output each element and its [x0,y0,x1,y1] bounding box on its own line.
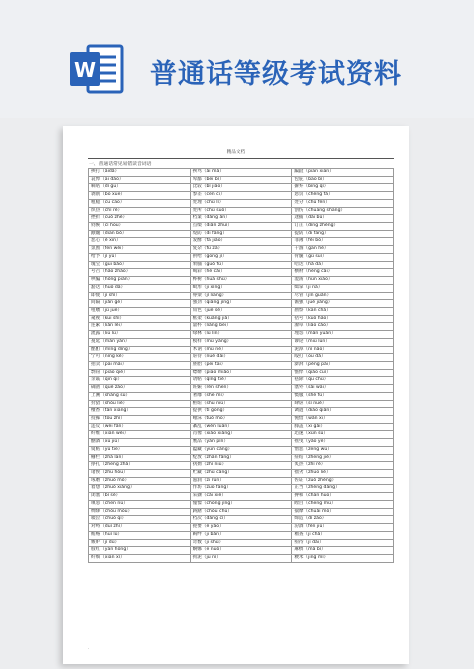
table-cell: 拘泥（jū nì） [190,554,292,562]
table-cell: 拙劣（zhuō liè） [292,470,394,478]
table-cell: 亲戚（qīn qi） [89,377,191,385]
table-cell: 确凿（què záo） [89,385,191,393]
table-row [89,369,394,377]
table-cell: 惋惜（wǎn xī） [292,416,394,424]
table-row [89,315,394,323]
table-cell: 提防（dī fang） [292,230,394,238]
table-cell: 嫉妒（jí dù） [89,539,191,547]
table-cell: 包庇（bāo bì） [292,176,394,184]
table-cell: 恶心（ě xin） [89,238,191,246]
table-cell: 闭塞（bì sè） [89,493,191,501]
table-cell: 粳米（jīng mǐ） [292,554,394,562]
table-cell: 膝盖（xī gài） [292,423,394,431]
table-cell: 对峙（duì zhì） [89,524,191,532]
table-cell: 亟待（jí dài） [292,539,394,547]
table-row [89,192,394,200]
table-cell: 处分（chǔ fèn） [292,199,394,207]
table-cell: 羁绊（jī bàn） [190,531,292,539]
table-cell: 执拗（zhí niù） [190,462,292,470]
table-cell: 瑰宝（guī bǎo） [89,261,191,269]
table-cell: 倔强（jué jiàng） [292,300,394,308]
table-row [89,284,394,292]
table-row [89,354,394,362]
table-row [89,176,394,184]
table-cell: 挣扎（zhēng zhá） [89,462,191,470]
table-cell: 摇曳（yáo yè） [292,439,394,447]
table-cell: 奢靡（shē mí） [190,392,292,400]
table-cell: 缥缈（piāo miǎo） [190,369,292,377]
table-row [89,223,394,231]
table-row [89,207,394,215]
table-cell: 脊梁（jǐ liang） [190,292,292,300]
table-cell: 咀嚼（jǔ jué） [89,307,191,315]
table-cell: 蔓延（màn yán） [89,338,191,346]
table-row [89,524,394,532]
table-row [89,408,394,416]
table-row [89,547,394,555]
table-row [89,169,394,177]
table-cell: 唾沫（tuò mo） [190,416,292,424]
table-cell: 上溯（shàng sù） [89,392,191,400]
table-cell: 骨髓（gǔ suǐ） [292,253,394,261]
table-cell: 框架（kuàng jià） [190,315,292,323]
table-cell: 喝彩（hè cǎi） [190,269,292,277]
table-cell: 踌躇（chóu chú） [190,508,292,516]
table-cell: 赝品（yàn pǐn） [190,439,292,447]
table-cell: 炽热（chì rè） [89,207,191,215]
table-row [89,462,394,470]
table-cell: 氛围（fēn wéi） [89,246,191,254]
table-row [89,431,394,439]
table-row [89,400,394,408]
table-cell: 澎湃（péng pài） [292,361,394,369]
table-row [89,416,394,424]
table-cell: 窥视（kuī shì） [89,315,191,323]
table-cell: 绿林（lù lín） [190,331,292,339]
table-cell: 扼要（è yào） [190,524,292,532]
table-cell: 熨帖（yù tiē） [89,446,191,454]
table-cell: 正当（zhèng dàng） [292,485,394,493]
table-cell: 滋润（zī rùn） [190,477,292,485]
table-row [89,277,394,285]
table-cell: 颠簸（diān bǒ） [89,230,191,238]
table-row [89,446,394,454]
table-cell: 憧憬（chōng jǐng） [190,500,292,508]
table-cell: 嗔怒（chēn nù） [89,500,191,508]
table-cell: 档次（dàng cì） [190,516,292,524]
table-cell: 揣摩（chuǎi mó） [292,508,394,516]
footer-mark: · [88,646,90,651]
table-cell: 慑服（shè fú） [292,392,394,400]
table-cell: 佐证（zuǒ zhèng） [292,477,394,485]
banner-title: 普通话等级考试资料 [150,59,402,90]
table-cell: 塞外（sài wài） [292,385,394,393]
table-cell: 着想（zhuó xiǎng） [89,485,191,493]
table-cell: 连累（lián lěi） [89,323,191,331]
table-cell: 伺候（cì hou） [89,223,191,231]
table-cell: 采撷（cǎi xié） [190,493,292,501]
svg-text:W: W [73,58,97,82]
table-cell: 号召（hào zhào） [89,269,191,277]
table-cell: 摒弃（bìng qì） [292,184,394,192]
table-row [89,361,394,369]
table-row [89,392,394,400]
table-cell: 栅栏（zhà lan） [89,454,191,462]
table-cell: 量杯（liáng bēi） [190,323,292,331]
table-row [89,246,394,254]
table-row [89,261,394,269]
table-row [89,300,394,308]
table-cell: 违反（wéi fǎn） [89,423,191,431]
table-row [89,323,394,331]
table-cell: 泥淖（ní nào） [292,346,394,354]
table-cell: 潦草（liáo cǎo） [292,323,394,331]
table-cell: 横财（hèng cái） [292,269,394,277]
table-cell: 哄骗（hǒng piàn） [89,277,191,285]
table-cell: 贮藏（zhù cáng） [190,470,292,478]
table-row [89,238,394,246]
table-cell: 干涸（gān hé） [292,246,394,254]
table-cell: 宁可（nìng kě） [89,354,191,362]
table-cell: 订正（dìng zhèng） [292,223,394,231]
table-cell: 埋怨（mán yuàn） [292,331,394,339]
table-cell: 拍卖（pāi mài） [89,361,191,369]
table-cell: 缉拿（jī ná） [292,284,394,292]
table-cell: 麻痹（má bì） [292,547,394,555]
table-cell: 剽窃（piāo qiè） [89,369,191,377]
table-cell: 勘察（kān chá） [292,307,394,315]
table-cell: 奇数（jī shù） [190,539,292,547]
table-cell: 畸形（jī xíng） [190,284,292,292]
table-cell: 婀娜（ē nuó） [190,547,292,555]
table-cell: 比较（bǐ jiào） [190,184,292,192]
table-row [89,346,394,354]
table-cell: 妊娠（rèn shēn） [190,385,292,393]
table-cell: 哈达（hǎ dá） [292,261,394,269]
table-cell: 作坊（zuō fang） [190,485,292,493]
table-cell: 纤细（xiān xì） [89,554,191,562]
table-cell: 发酵（fā jiào） [190,238,292,246]
table-row [89,531,394,539]
word-doc-icon [68,40,126,98]
table-cell: 啜泣（chuò qì） [89,516,191,524]
table-row [89,307,394,315]
header-divider [88,158,394,159]
table-cell: 酩酊（mǐng dǐng） [89,346,191,354]
table-cell: 搀和（chān huo） [292,493,394,501]
table-cell: 殷红（yān hóng） [89,547,191,555]
table-cell: 处理（chǔ lǐ） [190,199,292,207]
table-cell: 即使（jí shǐ） [89,292,191,300]
table-cell: 蹁跹（piān xiān） [292,169,394,177]
table-cell: 档案（dàng àn） [190,215,292,223]
table-cell: 枢纽（shū niǔ） [190,400,292,408]
section-title: 一、普通话常见易错读音词语 [89,162,152,167]
table-cell: 炙热（zhì rè） [292,462,394,470]
table-cell: 调遣（diào qiǎn） [292,408,394,416]
table-row [89,500,394,508]
table-cell: 迅速（xùn sù） [292,431,394,439]
table-row [89,230,394,238]
table-cell: 挨打（áidǎ） [89,169,191,177]
table-cell: 蕴藏（yùn cáng） [190,446,292,454]
table-cell: 模样（mú yàng） [190,338,292,346]
table-cell: 流露（liú lù） [89,331,191,339]
table-row [89,493,394,501]
table-cell: 给予（jǐ yǔ） [89,253,191,261]
table-row [89,338,394,346]
table-row [89,423,394,431]
document-page [63,126,409,664]
table-cell: 贿赂（huì lù） [89,531,191,539]
table-cell: 请帖（qǐng tiě） [190,377,292,385]
table-row [89,377,394,385]
table-row [89,253,394,261]
table-cell: 瞠目（chēng mù） [292,500,394,508]
table-row [89,269,394,277]
table-row [89,470,394,478]
table-cell: 参差（cēn cī） [190,192,292,200]
table-row [89,539,394,547]
table-row [89,215,394,223]
table-row [89,508,394,516]
table-cell: 强劲（qiáng jìng） [190,300,292,308]
table-row [89,199,394,207]
table-cell: 憎恶（zēng wù） [292,446,394,454]
table-row [89,516,394,524]
table-row [89,477,394,485]
table-cell: 菲薄（fěi bó） [292,238,394,246]
table-row [89,184,394,192]
table-cell: 稽查（jī chá） [292,531,394,539]
table-cell: 混淆（hùn xiáo） [292,277,394,285]
table-cell: 紊乱（wěn luàn） [190,423,292,431]
table-cell: 果脯（guǒ fǔ） [190,261,292,269]
table-cell: 复杂（fù zá） [190,246,292,254]
word-list-table [88,168,394,563]
table-cell: 殴打（ōu dǎ） [292,354,394,362]
table-cell: 谬论（miù lùn） [292,338,394,346]
table-cell: 虐待（nüè dài） [190,354,292,362]
table-cell: 症结（zhēng jié） [292,454,394,462]
table-cell: 祛除（qū chú） [292,377,394,385]
table-cell: 提供（tí gōng） [190,408,292,416]
table-cell: 处所（chù suǒ） [190,207,292,215]
table-cell: 诸侯（zhū hóu） [89,470,191,478]
table-cell: 豁达（huò dá） [89,284,191,292]
table-cell: 檀香（tán xiāng） [89,408,191,416]
cover-banner [0,0,474,118]
table-cell: 绽放（zhàn fàng） [190,454,292,462]
table-row [89,331,394,339]
table-cell: 括号（kuò hào） [292,315,394,323]
page-header: 精品文档 [226,150,246,155]
table-cell: 惩罚（chéng fá） [292,192,394,200]
table-cell: 嘀咕（dí gu） [89,184,191,192]
table-cell: 逮捕（dài bǔ） [292,215,394,223]
table-cell: 桦树（huà shù） [190,277,292,285]
table-cell: 汾酒（fén jiǔ） [292,524,394,532]
table-cell: 酗酒（xù jiǔ） [89,439,191,447]
table-cell: 粗糙（cū cāo） [89,199,191,207]
table-cell: 供给（gōng jǐ） [190,253,292,261]
table-cell: 肆虐（sì nüè） [292,400,394,408]
table-cell: 肖像（xiào xiàng） [190,431,292,439]
table-cell: 胚胎（pēi tāi） [190,361,292,369]
table-row [89,439,394,447]
table-cell: 缔造（dì zào） [292,516,394,524]
table-cell: 角色（jué sè） [190,307,292,315]
table-cell: 卑鄙（bēi bǐ） [190,176,292,184]
table-cell: 剥削（bō xuē） [89,192,191,200]
table-cell: 间隔（jiàn gé） [89,300,191,308]
table-row [89,554,394,562]
table-cell: 绸缪（chóu móu） [89,508,191,516]
table-cell: 狩猎（shòu liè） [89,400,191,408]
table-cell: 哀悼（āi dào） [89,176,191,184]
table-row [89,385,394,393]
table-row [89,485,394,493]
table-cell: 憔悴（qiáo cuì） [292,369,394,377]
table-cell: 创伤（chuāng shāng） [292,207,394,215]
table-cell: 堤防（dī fáng） [190,230,292,238]
table-cell: 投掷（tóu zhì） [89,416,191,424]
table-cell: 尽管（jǐn guǎn） [292,292,394,300]
table-cell: 挫折（cuò zhé） [89,215,191,223]
table-cell: 挨骂（ái mà） [190,169,292,177]
table-row [89,292,394,300]
table-cell: 点缀（diǎn zhuì） [190,223,292,231]
table-row [89,454,394,462]
table-cell: 木讷（mù nè） [190,346,292,354]
table-cell: 琢磨（zhuó mó） [89,477,191,485]
table-cell: 纤维（xiān wéi） [89,431,191,439]
